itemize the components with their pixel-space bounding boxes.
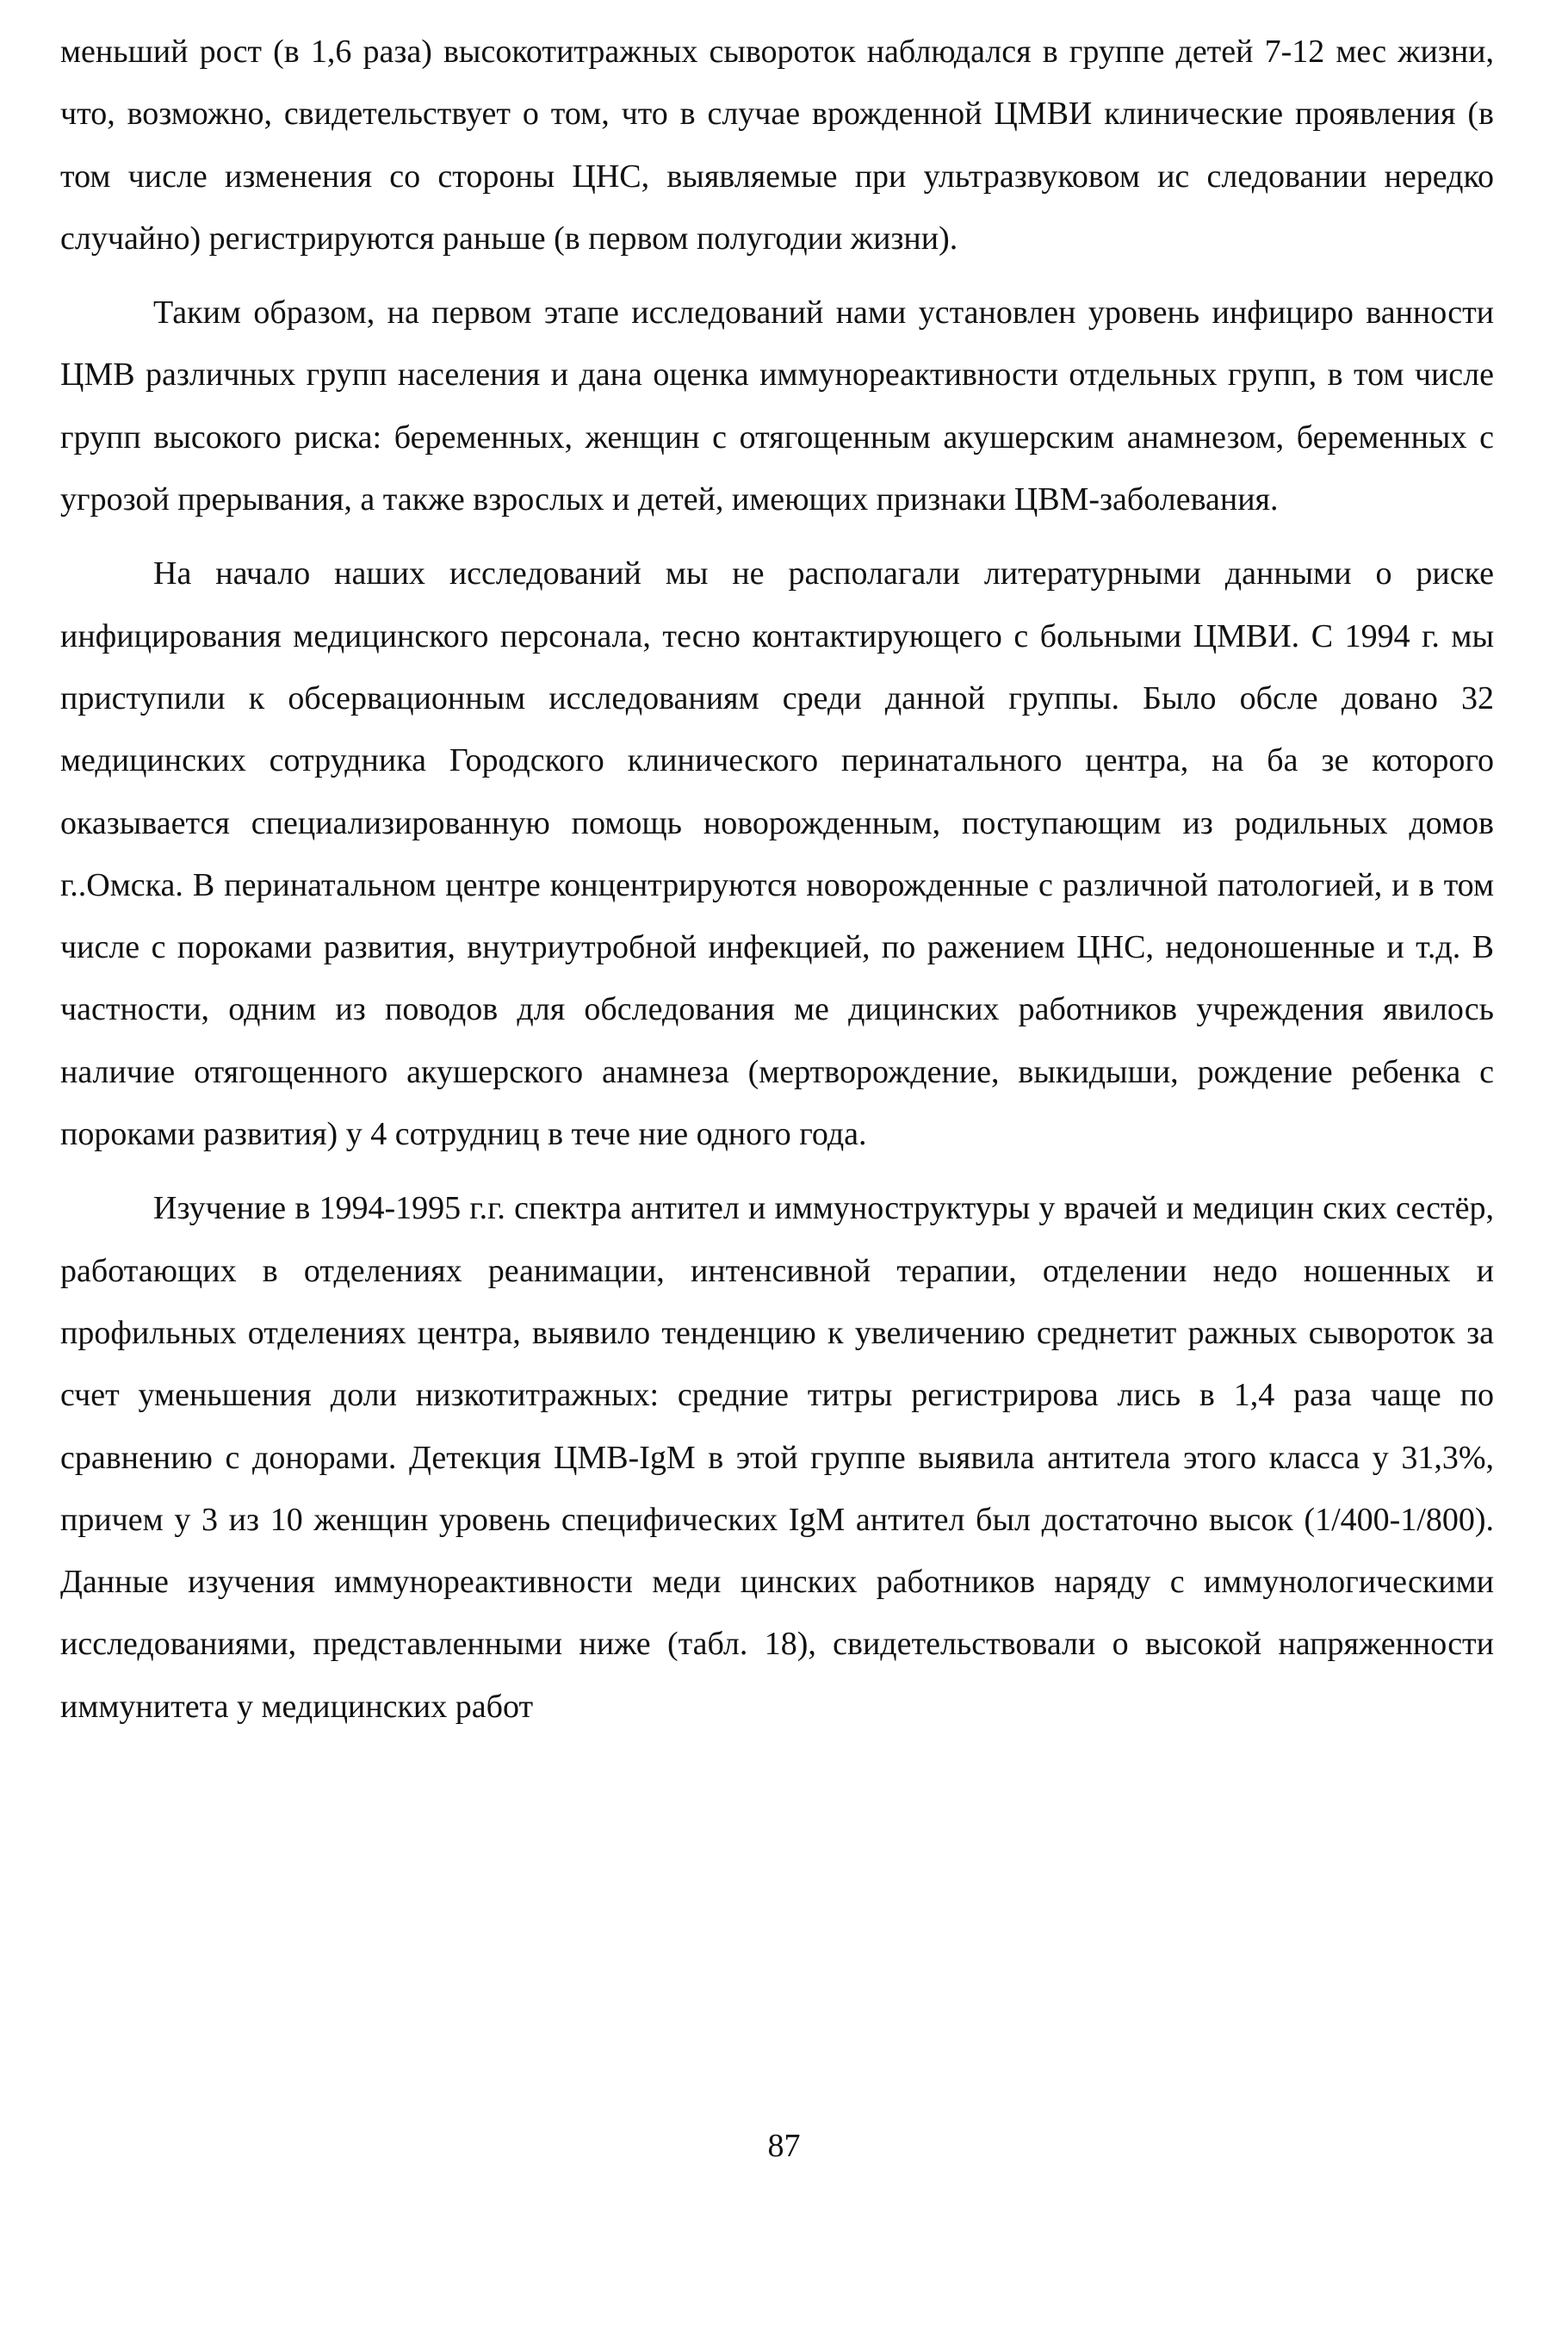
page-number: 87 [767,2128,801,2164]
text-line: дицинских работников учреждения явилось наличие отягощенного акушерского анамнеза [60,991,1494,1090]
text-line: различной патологией, и в том числе с пороками развития, внутриутробной инфекцией, по [60,866,1494,966]
text-line: ние одного года. [638,1116,867,1153]
paragraph-2 [60,282,1494,530]
text-line: меньший рост (в 1,6 раза) высокотитражных сывороток наблюдался в группе детей 7-12 мес [60,34,1398,70]
text-line: ских сестёр, работающих в отделениях реанимации, интенсивной терапии, отделении недо [60,1190,1494,1289]
text-line: довано 32 медицинских сотрудника Городского клинического перинатального центра, на ба [60,679,1495,779]
paragraph-1 [60,21,1494,270]
text-line: инфицирования медицинского персонала, тесно контактирующего с больными ЦМВИ. С [60,617,1345,654]
text-line: ЦВМ-заболевания. [1013,481,1279,518]
text-line: ражных сывороток за счет уменьшения доли низкотитражных: средние титры регистрирова [60,1314,1495,1414]
text-line: 1994 г. мы приступили к обсервационным исследованиям среди данной группы. Было обсле [60,617,1494,716]
body-text [60,21,1494,1738]
text-line: Изучение в 1994-1995 г.г. спектра антител и иммуноструктуры у врачей и медицин [153,1190,1314,1227]
text-line: проявления (в том числе изменения со стороны ЦНС, выявляемые при ультразвуковом ис [60,96,1494,195]
text-line: анамнезом, беременных с угрозой прерывания, а также взрослых и детей, имеющих признаки [60,418,1494,518]
text-line: зе которого оказывается специализированную помощь новорожденным, поступающим из [60,742,1495,841]
text-line: ношенных и профильных отделениях центра, выявило тенденцию к увеличению среднетит [60,1252,1495,1351]
paragraph-3 [60,542,1494,1165]
text-line: цинских работников наряду с иммунологическими исследованиями, представленными ниже [60,1564,1495,1663]
text-line: жизни, что, возможно, свидетельствует о том, что в случае врожденной ЦМВИ клинические [60,34,1494,133]
text-line: следовании нередко случайно) регистрируются раньше (в первом полугодии жизни). [60,158,1495,257]
text-line: (табл. 18), свидетельствовали о высокой напряженности иммунитета у медицинских работ [60,1626,1494,1725]
text-line: На начало наших исследований мы не располагали литературными данными о риске [153,555,1494,592]
paragraph-4 [60,1177,1494,1738]
text-line: Таким образом, на первом этапе исследований нами установлен уровень инфициро [153,294,1354,332]
text-line: групп, в том числе групп высокого риска: беременных, женщин с отягощенным акушерским [60,356,1494,456]
text-line: ванности ЦМВ различных групп населения и дана оценка иммунореактивности отдельных [60,294,1495,394]
text-line: (мертворождение, выкидыши, рождение ребенка с пороками развития) у 4 сотрудниц в тече [60,1053,1494,1153]
text-line: родильных домов г..Омска. В перинатальном центре концентрируются новорожденные с [60,804,1494,903]
text-line: антитела этого класса у 31,3%, причем у 3 из 10 женщин уровень специфических IgM [60,1439,1494,1538]
text-line: лись в 1,4 раза чаще по сравнению с донорами. Детекция ЦМВ-IgM в этой группе выявила [60,1377,1495,1476]
text-line: антител был достаточно высок (1/400-1/800). Данные изучения иммунореактивности меди [60,1501,1494,1601]
text-line: ражением ЦНС, недоношенные и т.д. В частности, одним из поводов для обследования ме [60,929,1495,1028]
